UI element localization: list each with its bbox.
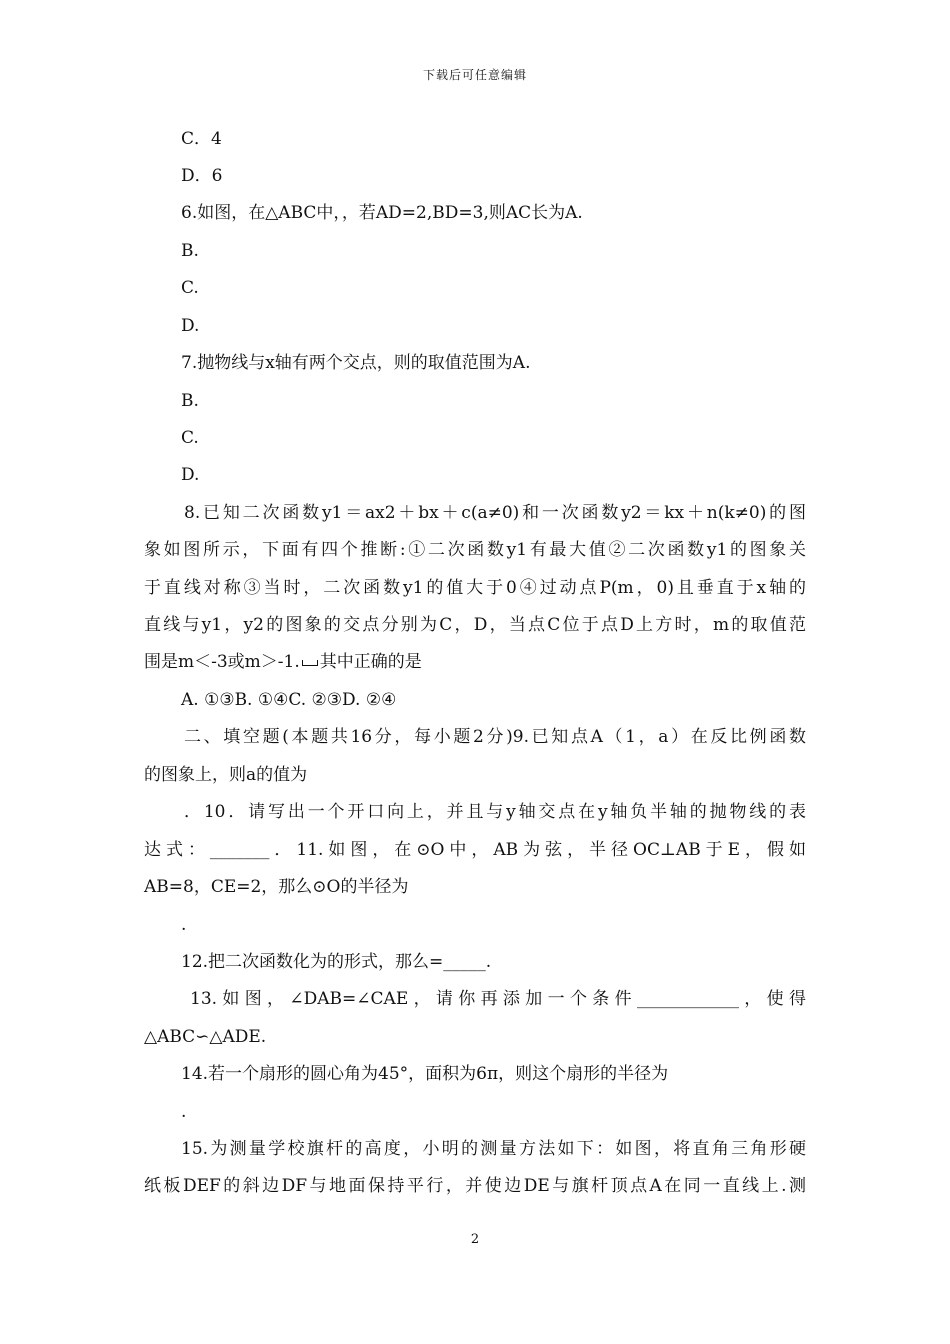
page-number: 2 [470,1232,480,1247]
question-13-line-2: △ABC∽△ADE. [144,1027,267,1047]
page-header: 下载后可任意编辑 [422,68,527,82]
question-8-line-1: 8.已知二次函数y1＝ax2＋bx＋c(a≠0)和一次函数y2＝kx＋n(k≠0)的图 [184,503,806,523]
question-9-line-2: 的图象上，则a的值为 [144,765,308,785]
question-6: 6.如图，在△ABC中，，若AD=2,BD=3,则AC长为A. [181,203,583,223]
question-8-options: A. ①③B. ①④C. ②③D. ②④ [181,690,397,710]
question-10-11: 达式：_______．11.如图，在⊙O中，AB为弦，半径OC⊥AB于E，假如 [144,840,806,860]
placeholder-mark-icon [302,660,318,666]
question-8-prompt: 其中正确的是 [319,652,422,672]
option-d-q6: D. [181,316,200,336]
option-c-q7: C. [181,428,199,448]
question-11-blank: . [181,915,187,935]
question-15-line-1: 15.为测量学校旗杆的高度，小明的测量方法如下：如图，将直角三角形硬 [181,1139,806,1159]
option-b-q7: B. [181,391,199,411]
question-8-condition: 围是m＜-3或m＞-1. [144,652,300,672]
question-13: 13.如图，∠DAB=∠CAE，请你再添加一个条件____________，使得 [190,989,806,1009]
question-8-line-5 [144,651,422,673]
question-10: ．10．请写出一个开口向上，并且与y轴交点在y轴负半轴的抛物线的表 [184,802,806,822]
option-b-q6: B. [181,241,199,261]
section-2-question-9: 二、填空题(本题共16分，每小题2分)9.已知点A（1，a）在反比例函数 [184,727,806,747]
question-15-line-2: 纸板DEF的斜边DF与地面保持平行，并使边DE与旗杆顶点A在同一直线上.测 [144,1176,806,1196]
question-8-line-2: 象如图所示，下面有四个推断:①二次函数y1有最大值②二次函数y1的图象关 [144,540,806,560]
option-d-q7: D. [181,465,200,485]
question-12: 12.把二次函数化为的形式，那么=_____. [181,952,492,972]
option-c-q6: C. [181,278,199,298]
option-d-q5: D．6 [181,166,223,186]
question-8-line-4: 直线与y1，y2的图象的交点分别为C，D，当点C位于点D上方时，m的取值范 [144,615,806,635]
question-8-line-3: 于直线对称③当时，二次函数y1的值大于0④过动点P(m，0)且垂直于x轴的 [144,578,806,598]
option-c-q5: C．4 [181,129,222,149]
question-11-line-2: AB=8，CE=2，那么⊙O的半径为 [144,877,409,897]
question-14-blank: . [181,1102,187,1122]
question-14: 14.若一个扇形的圆心角为45°，面积为6π，则这个扇形的半径为 [181,1064,669,1084]
question-7: 7.抛物线与x轴有两个交点，则的取值范围为A. [181,353,531,373]
